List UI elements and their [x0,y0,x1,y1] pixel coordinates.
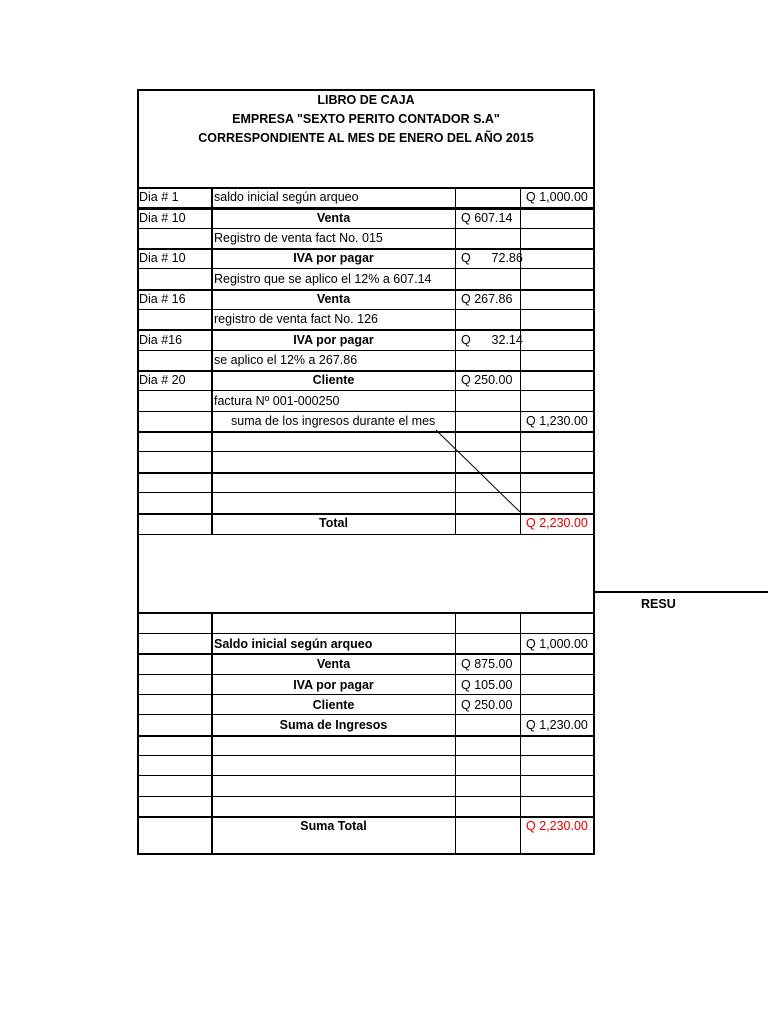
debit-cell: Q 250.00 [461,373,513,387]
total-value: Q 2,230.00 [526,516,588,530]
desc-cell: se aplico el 12% a 267.86 [214,353,358,367]
summary-top-rule [137,612,595,614]
balance-cell: Q 1,000.00 [526,190,588,204]
col-rule-debit [520,612,521,855]
balance-cell: Q 1,000.00 [526,637,588,651]
day-cell: Dia # 20 [139,373,186,387]
ledger-title: LIBRO DE CAJA [317,93,415,107]
desc-cell: registro de venta fact No. 126 [214,312,378,326]
day-cell: Dia # 16 [139,292,186,306]
row-rule [137,735,595,737]
debit-cell: Q 875.00 [461,657,513,671]
total-label: Total [319,516,348,530]
desc-cell: Registro de venta fact No. 015 [214,231,383,245]
row-rule [137,714,595,715]
desc-cell: IVA por pagar [293,678,374,692]
summary-total-value: Q 2,230.00 [526,819,588,833]
debit-cell: Q 105.00 [461,678,513,692]
day-cell: Dia # 1 [139,190,179,204]
company-name: EMPRESA "SEXTO PERITO CONTADOR S.A" [232,112,500,126]
balance-cell: Q 1,230.00 [526,718,588,732]
desc-cell: suma de los ingresos durante el mes [231,414,436,428]
summary-total-label: Suma Total [300,819,367,833]
col-rule-desc [455,612,456,855]
desc-cell: saldo inicial según arqueo [214,190,359,204]
resumen-label: RESU [641,597,676,611]
period-title: CORRESPONDIENTE AL MES DE ENERO DEL AÑO 2015 [198,131,534,145]
balance-cell: Q 1,230.00 [526,414,588,428]
row-rule [137,775,595,776]
row-rule [137,755,595,756]
desc-cell: factura Nº 001-000250 [214,394,340,408]
debit-cell: Q 267.86 [461,292,513,306]
resumen-rule [595,591,768,593]
row-rule [137,694,595,695]
desc-cell: IVA por pagar [293,251,374,265]
row-rule [137,796,595,797]
desc-cell: IVA por pagar [293,333,374,347]
desc-cell: Suma de Ingresos [279,718,388,732]
desc-cell: Venta [316,211,351,225]
row-rule [137,674,595,675]
desc-cell: Cliente [312,698,355,712]
desc-cell: Registro que se aplico el 12% a 607.14 [214,272,432,286]
debit-cell: Q 72.86 [461,251,523,265]
day-cell: Dia # 10 [139,251,186,265]
desc-cell: Venta [316,292,351,306]
debit-cell: Q 607.14 [461,211,513,225]
day-cell: Dia # 10 [139,211,186,225]
day-cell: Dia #16 [139,333,183,347]
debit-cell: Q 32.14 [461,333,523,347]
desc-cell: Cliente [312,373,355,387]
desc-cell: Venta [316,657,351,671]
row-rule [137,633,595,634]
desc-cell: Saldo inicial según arqueo [214,637,373,651]
debit-cell: Q 250.00 [461,698,513,712]
row-rule [137,653,595,655]
